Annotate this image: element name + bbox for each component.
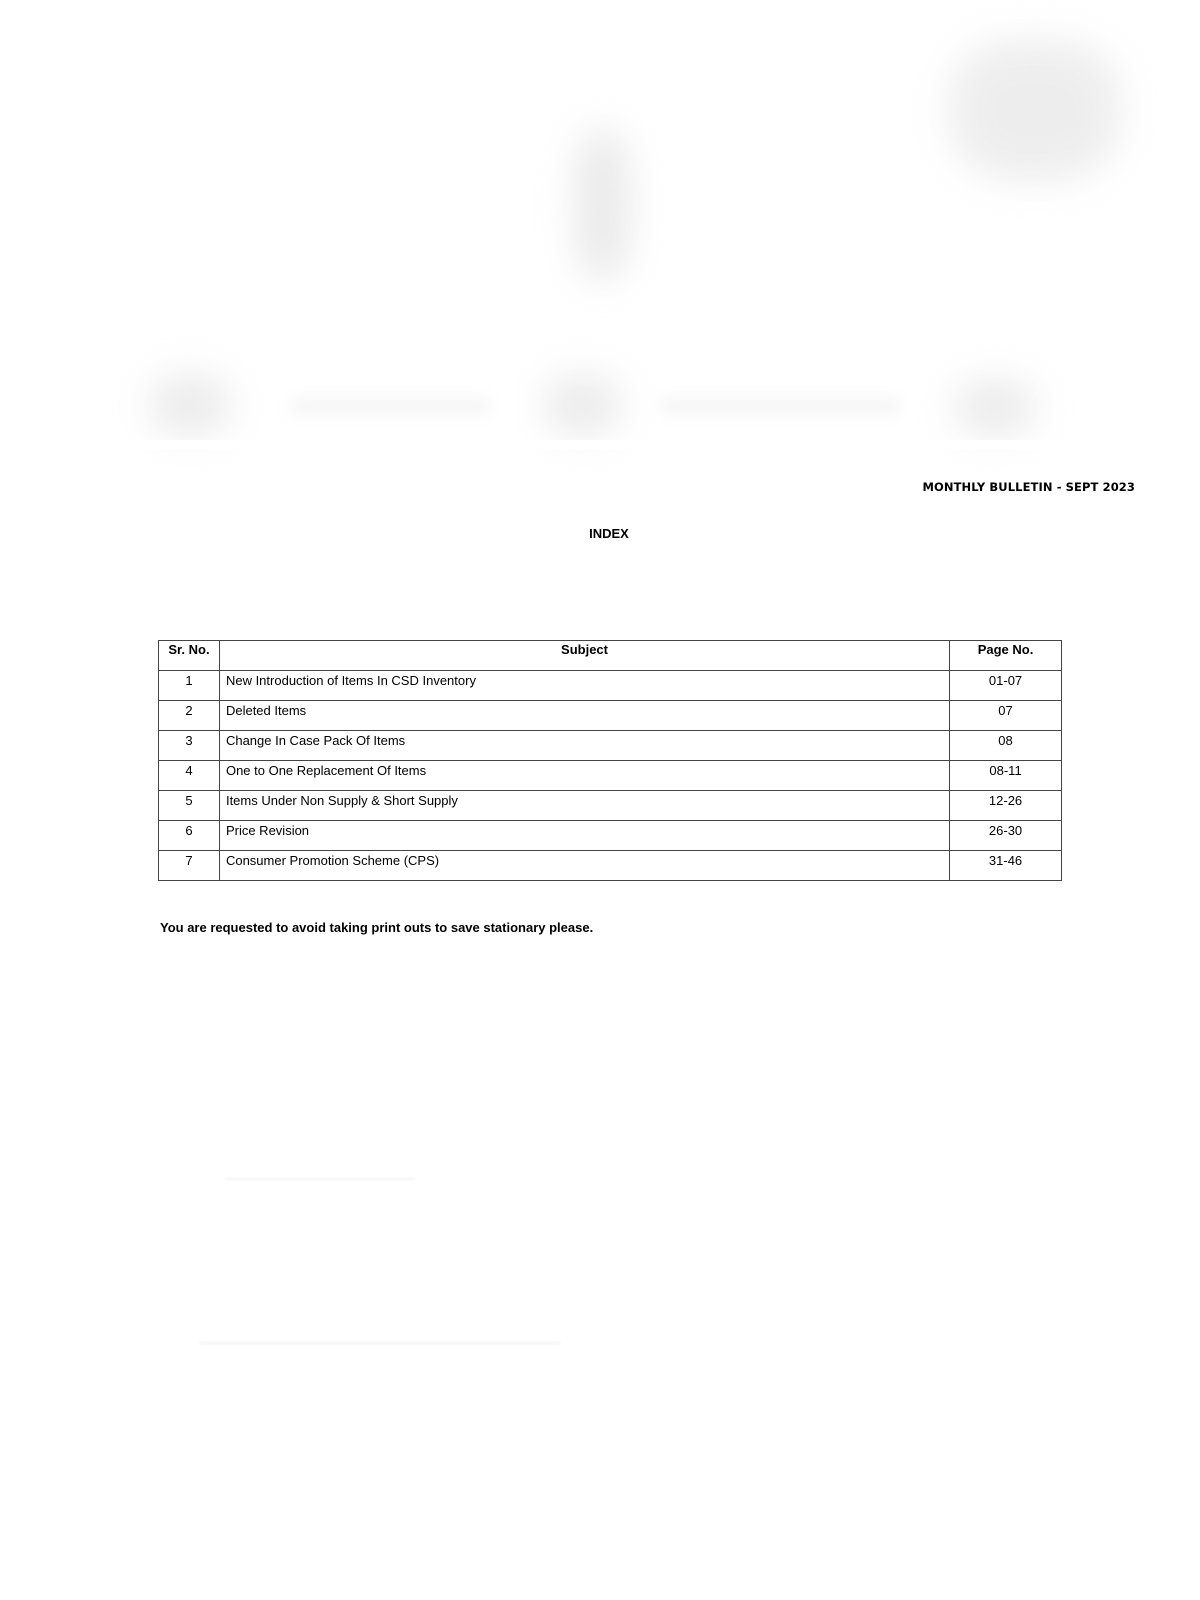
row-page-no: 08-11 xyxy=(950,761,1062,791)
blurred-logo-bottom-center xyxy=(545,375,620,435)
row-page-no: 26-30 xyxy=(950,821,1062,851)
faint-mark xyxy=(200,1342,560,1344)
row-subject: Consumer Promotion Scheme (CPS) xyxy=(219,851,949,881)
notice-text: You are requested to avoid taking print outs to save stationary please. xyxy=(160,920,594,935)
table-row xyxy=(159,821,1062,851)
row-sr-no: 5 xyxy=(159,791,220,821)
blurred-text-line xyxy=(660,400,900,412)
row-subject: Deleted Items xyxy=(219,701,949,731)
table-header-row xyxy=(159,641,1062,671)
row-page-no: 08 xyxy=(950,731,1062,761)
row-sr-no: 4 xyxy=(159,761,220,791)
blurred-emblem-center xyxy=(575,130,630,280)
table-row xyxy=(159,761,1062,791)
faint-mark xyxy=(225,1178,415,1180)
table-row xyxy=(159,731,1062,761)
blurred-logo-bottom-left xyxy=(150,375,230,435)
row-sr-no: 6 xyxy=(159,821,220,851)
row-sr-no: 1 xyxy=(159,671,220,701)
row-page-no: 31-46 xyxy=(950,851,1062,881)
row-sr-no: 3 xyxy=(159,731,220,761)
row-subject: One to One Replacement Of Items xyxy=(219,761,949,791)
table-row xyxy=(159,851,1062,881)
row-page-no: 12-26 xyxy=(950,791,1062,821)
row-subject: Change In Case Pack Of Items xyxy=(219,731,949,761)
blurred-logo-bottom-right xyxy=(955,380,1035,435)
header-sr-no: Sr. No. xyxy=(159,641,220,671)
row-page-no: 07 xyxy=(950,701,1062,731)
row-subject: New Introduction of Items In CSD Inventory xyxy=(219,671,949,701)
header-divider xyxy=(0,440,1200,450)
bulletin-label: MONTHLY BULLETIN - SEPT 2023 xyxy=(922,480,1135,494)
row-page-no: 01-07 xyxy=(950,671,1062,701)
row-sr-no: 2 xyxy=(159,701,220,731)
blurred-logo-right xyxy=(950,40,1120,180)
index-table xyxy=(158,640,1062,881)
row-sr-no: 7 xyxy=(159,851,220,881)
table-row xyxy=(159,671,1062,701)
header-page-no: Page No. xyxy=(950,641,1062,671)
table-row xyxy=(159,791,1062,821)
header-subject: Subject xyxy=(219,641,949,671)
table-row xyxy=(159,701,1062,731)
row-subject: Price Revision xyxy=(219,821,949,851)
page-title: INDEX xyxy=(589,526,629,541)
row-subject: Items Under Non Supply & Short Supply xyxy=(219,791,949,821)
blurred-text-line xyxy=(290,400,490,412)
